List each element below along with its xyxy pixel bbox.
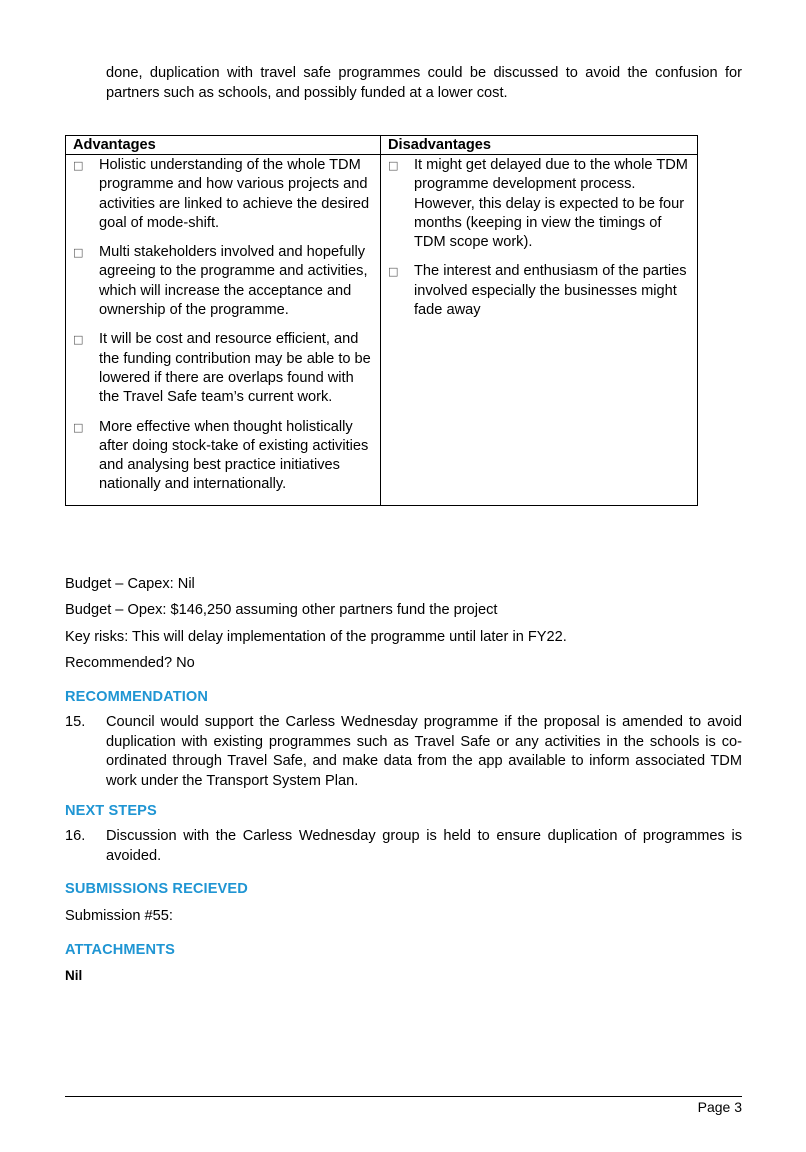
advantages-table bbox=[65, 135, 698, 506]
table-row bbox=[66, 155, 698, 506]
bullet-icon: □ bbox=[73, 420, 84, 434]
disadvantages-cell bbox=[381, 155, 698, 506]
attachments-text: Nil bbox=[65, 968, 83, 983]
bullet-icon: □ bbox=[388, 159, 399, 172]
recommended-status: Recommended? No bbox=[65, 655, 195, 671]
bullet-icon: □ bbox=[73, 333, 84, 347]
list-item bbox=[388, 262, 691, 320]
disadvantage-text: The interest and enthusiasm of the parties involved especially the businesses might fade away bbox=[414, 263, 687, 319]
list-item bbox=[73, 156, 374, 233]
key-risks: Key risks: This will delay implementation of the programme until later in FY22. bbox=[65, 629, 567, 645]
bullet-icon: □ bbox=[388, 265, 399, 279]
next-steps-text: Discussion with the Carless Wednesday group is held to ensure duplication of programmes is avoided. bbox=[106, 828, 742, 864]
table-header-row bbox=[66, 136, 698, 155]
submissions-heading: SUBMISSIONS RECIEVED bbox=[65, 881, 248, 897]
attachments-heading: ATTACHMENTS bbox=[65, 942, 175, 958]
page-number: Page 3 bbox=[697, 1099, 742, 1115]
paragraph-number: 15. bbox=[65, 714, 86, 730]
advantage-text: It will be cost and resource efficient, and the funding contribution may be able to be lowered if there are overlaps found with the Travel Safe team’s current work. bbox=[99, 331, 371, 406]
advantage-text: Holistic understanding of the whole TDM programme and how various projects and activities are linked to achieve the desired goal of mode-shift. bbox=[99, 157, 370, 231]
advantage-text: Multi stakeholders involved and hopefully agreeing to the programme and activities, which will increase the acceptance and ownership of the programme. bbox=[99, 244, 368, 319]
list-item bbox=[73, 243, 374, 320]
advantages-header: Advantages bbox=[66, 136, 381, 155]
list-item bbox=[73, 418, 374, 495]
advantages-cell bbox=[66, 155, 381, 506]
footer-divider bbox=[65, 1096, 742, 1097]
next-steps-heading: NEXT STEPS bbox=[65, 803, 157, 819]
bullet-icon: □ bbox=[73, 246, 84, 260]
paragraph-number: 16. bbox=[65, 828, 86, 844]
list-item bbox=[73, 330, 374, 407]
bullet-icon: □ bbox=[73, 159, 84, 172]
disadvantages-header: Disadvantages bbox=[381, 136, 698, 155]
submission-text: Submission #55: bbox=[65, 908, 173, 924]
next-steps-paragraph bbox=[65, 827, 742, 866]
disadvantage-text: It might get delayed due to the whole TDM programme development process. However, this delay is expected to be four months (keeping in view the timings of TDM scope work). bbox=[414, 157, 688, 251]
list-item bbox=[388, 156, 691, 252]
recommendation-text: Council would support the Carless Wednesday programme if the proposal is amended to avoid duplication with existing programmes such as Travel Safe or any activities in the schools is co-ordinated through Travel Safe, and make data from the app available to inform associated TDM work under the Transport System Plan. bbox=[106, 714, 742, 789]
advantage-text: More effective when thought holistically after doing stock-take of existing activities and analysing best practice initiatives nationally and internationally. bbox=[99, 418, 369, 493]
intro-paragraph: done, duplication with travel safe programmes could be discussed to avoid the confusion for partners such as schools, and possibly funded at a lower cost. bbox=[106, 65, 742, 101]
recommendation-paragraph bbox=[65, 713, 742, 791]
budget-opex: Budget – Opex: $146,250 assuming other partners fund the project bbox=[65, 602, 498, 618]
recommendation-heading: RECOMMENDATION bbox=[65, 689, 209, 705]
budget-capex: Budget – Capex: Nil bbox=[65, 576, 195, 592]
